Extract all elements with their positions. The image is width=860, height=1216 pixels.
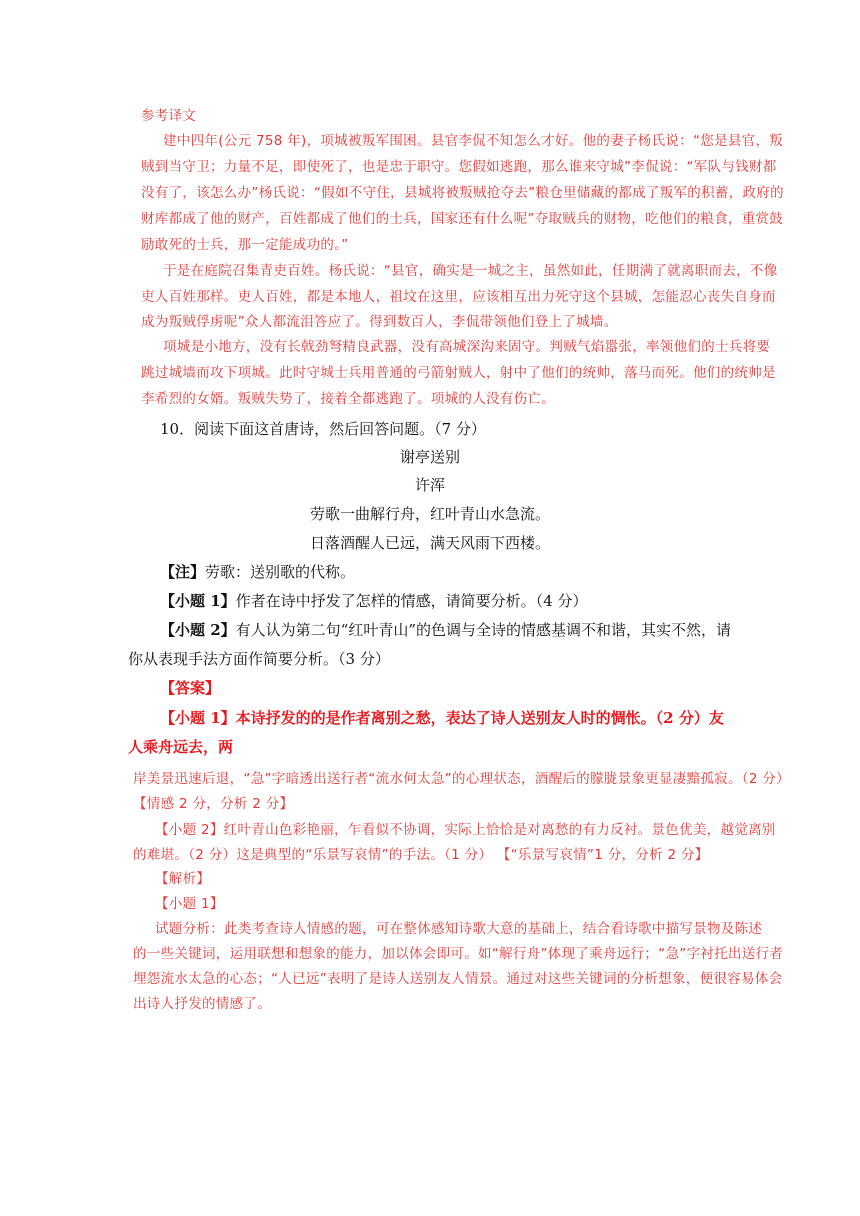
answer-1-line: 人乘舟远去，两 <box>128 738 234 756</box>
translation-line: 项城是小地方，没有长戟劲弩精良武器，没有高城深沟来固守。判贼气焰嚣张，率领他们的士兵将要 <box>163 339 771 355</box>
answer-line: 【情感 2 分，分析 2 分】 <box>133 796 294 812</box>
translation-line: 贼到当守卫；力量不足，即使死了，也是忠于职守。您假如逃跑，那么谁来守城”李侃说：“军队与钱财都 <box>141 159 777 175</box>
subquestion-2-text: 有人认为第二句“红叶青山”的色调与全诗的情感基调不和谐，其实不然，请 <box>235 621 732 639</box>
note-tag: 【注】 <box>160 563 206 581</box>
translation-line: 成为叛贼俘虏呢”众人都流泪答应了。得到数百人，李侃带领他们登上了城墙。 <box>141 314 618 330</box>
translation-line: 于是在庭院召集青吏百姓。杨氏说：“县官，确实是一城之主，虽然如此，任期满了就离职而去，不像 <box>163 263 778 279</box>
answer-1-line: 【小题 1】本诗抒发的的是作者离别之愁，表达了诗人送别友人时的惆怅。（2 分）友 <box>160 709 724 727</box>
translation-line: 财库都成了他的财产，百姓都成了他们的士兵，国家还有什么呢”夺取贼兵的财物，吃他们的粮食，重赏鼓 <box>141 211 784 227</box>
subquestion-2 <box>160 619 731 640</box>
subquestion-2-tag: 【小题 2】 <box>160 621 236 639</box>
answer-line: 【小题 2】红叶青山色彩艳丽，乍看似不协调，实际上恰恰是对离愁的有力反衬。景色优美，越觉离别 <box>155 822 776 838</box>
poem-title: 谢亭送别 <box>399 448 460 466</box>
note-text: 劳歌：送别歌的代称。 <box>205 563 356 581</box>
translation-line: 李希烈的女婿。叛贼失势了，接着全都逃跑了。项城的人没有伤亡。 <box>141 391 555 407</box>
note <box>160 561 355 582</box>
subquestion-1-text: 作者在诗中抒发了怎样的情感，请简要分析。（4 分） <box>235 592 588 610</box>
poem-author: 许浑 <box>414 476 445 494</box>
translation-line: 建中四年(公元 758 年)，项城被叛军围困。县官李侃不知怎么才好。他的妻子杨氏说：“您是县官，叛 <box>163 133 784 149</box>
analysis-subquestion-tag: 【小题 1】 <box>155 896 224 912</box>
analysis-line: 出诗人抒发的情感了。 <box>133 996 271 1012</box>
answer-line: 岸美景迅速后退，“急”字暗透出送行者“流水何太急”的心理状态，酒醒后的朦胧景象更显凄黯孤寂。（2 分） <box>133 771 790 787</box>
question-prompt: 10．阅读下面这首唐诗，然后回答问题。（7 分） <box>160 420 486 438</box>
analysis-line: 埋怨流水太急的心态；“人已远”表明了是诗人送别友人情景。通过对这些关键词的分析想象，便很容易体会 <box>133 971 783 987</box>
poem-line: 日落酒醒人已远，满天风雨下西楼。 <box>309 534 550 552</box>
answer-label: 【答案】 <box>160 679 221 697</box>
subquestion-1-tag: 【小题 1】 <box>160 592 236 610</box>
translation-line: 励敢死的士兵，那一定能成功的。” <box>141 237 349 253</box>
analysis-line: 的一些关键词，运用联想和想象的能力，加以体会即可。如“解行舟”体现了乘舟远行；“急”字衬托出送行者 <box>133 946 784 962</box>
subquestion-1 <box>160 590 588 611</box>
poem-line: 劳歌一曲解行舟，红叶青山水急流。 <box>309 505 550 523</box>
analysis-line: 试题分析：此类考查诗人情感的题，可在整体感知诗歌大意的基础上，结合看诗歌中描写景物及陈述 <box>155 921 763 937</box>
translation-line: 没有了，该怎么办”杨氏说：“假如不守住，县城将被叛贼抢夺去”粮仓里储藏的都成了叛军的积蓄，政府的 <box>141 185 784 201</box>
translation-line: 跳过城墙而攻下项城。此时守城士兵用普通的弓箭射贼人，射中了他们的统帅，落马而死。他们的统帅是 <box>141 365 776 381</box>
answer-line: 的难堪。（2 分）这是典型的“乐景写哀情”的手法。（1 分） 【“乐景写哀情”1 分，分析 2 分】 <box>133 847 709 863</box>
translation-heading: 参考译文 <box>141 108 197 124</box>
subquestion-2-continued: 你从表现手法方面作简要分析。（3 分） <box>128 650 390 668</box>
translation-line: 吏人百姓那样。吏人百姓，都是本地人，祖坟在这里，应该相互出力死守这个县城，怎能忍心丧失自身而 <box>141 289 776 305</box>
analysis-label: 【解析】 <box>155 871 211 887</box>
